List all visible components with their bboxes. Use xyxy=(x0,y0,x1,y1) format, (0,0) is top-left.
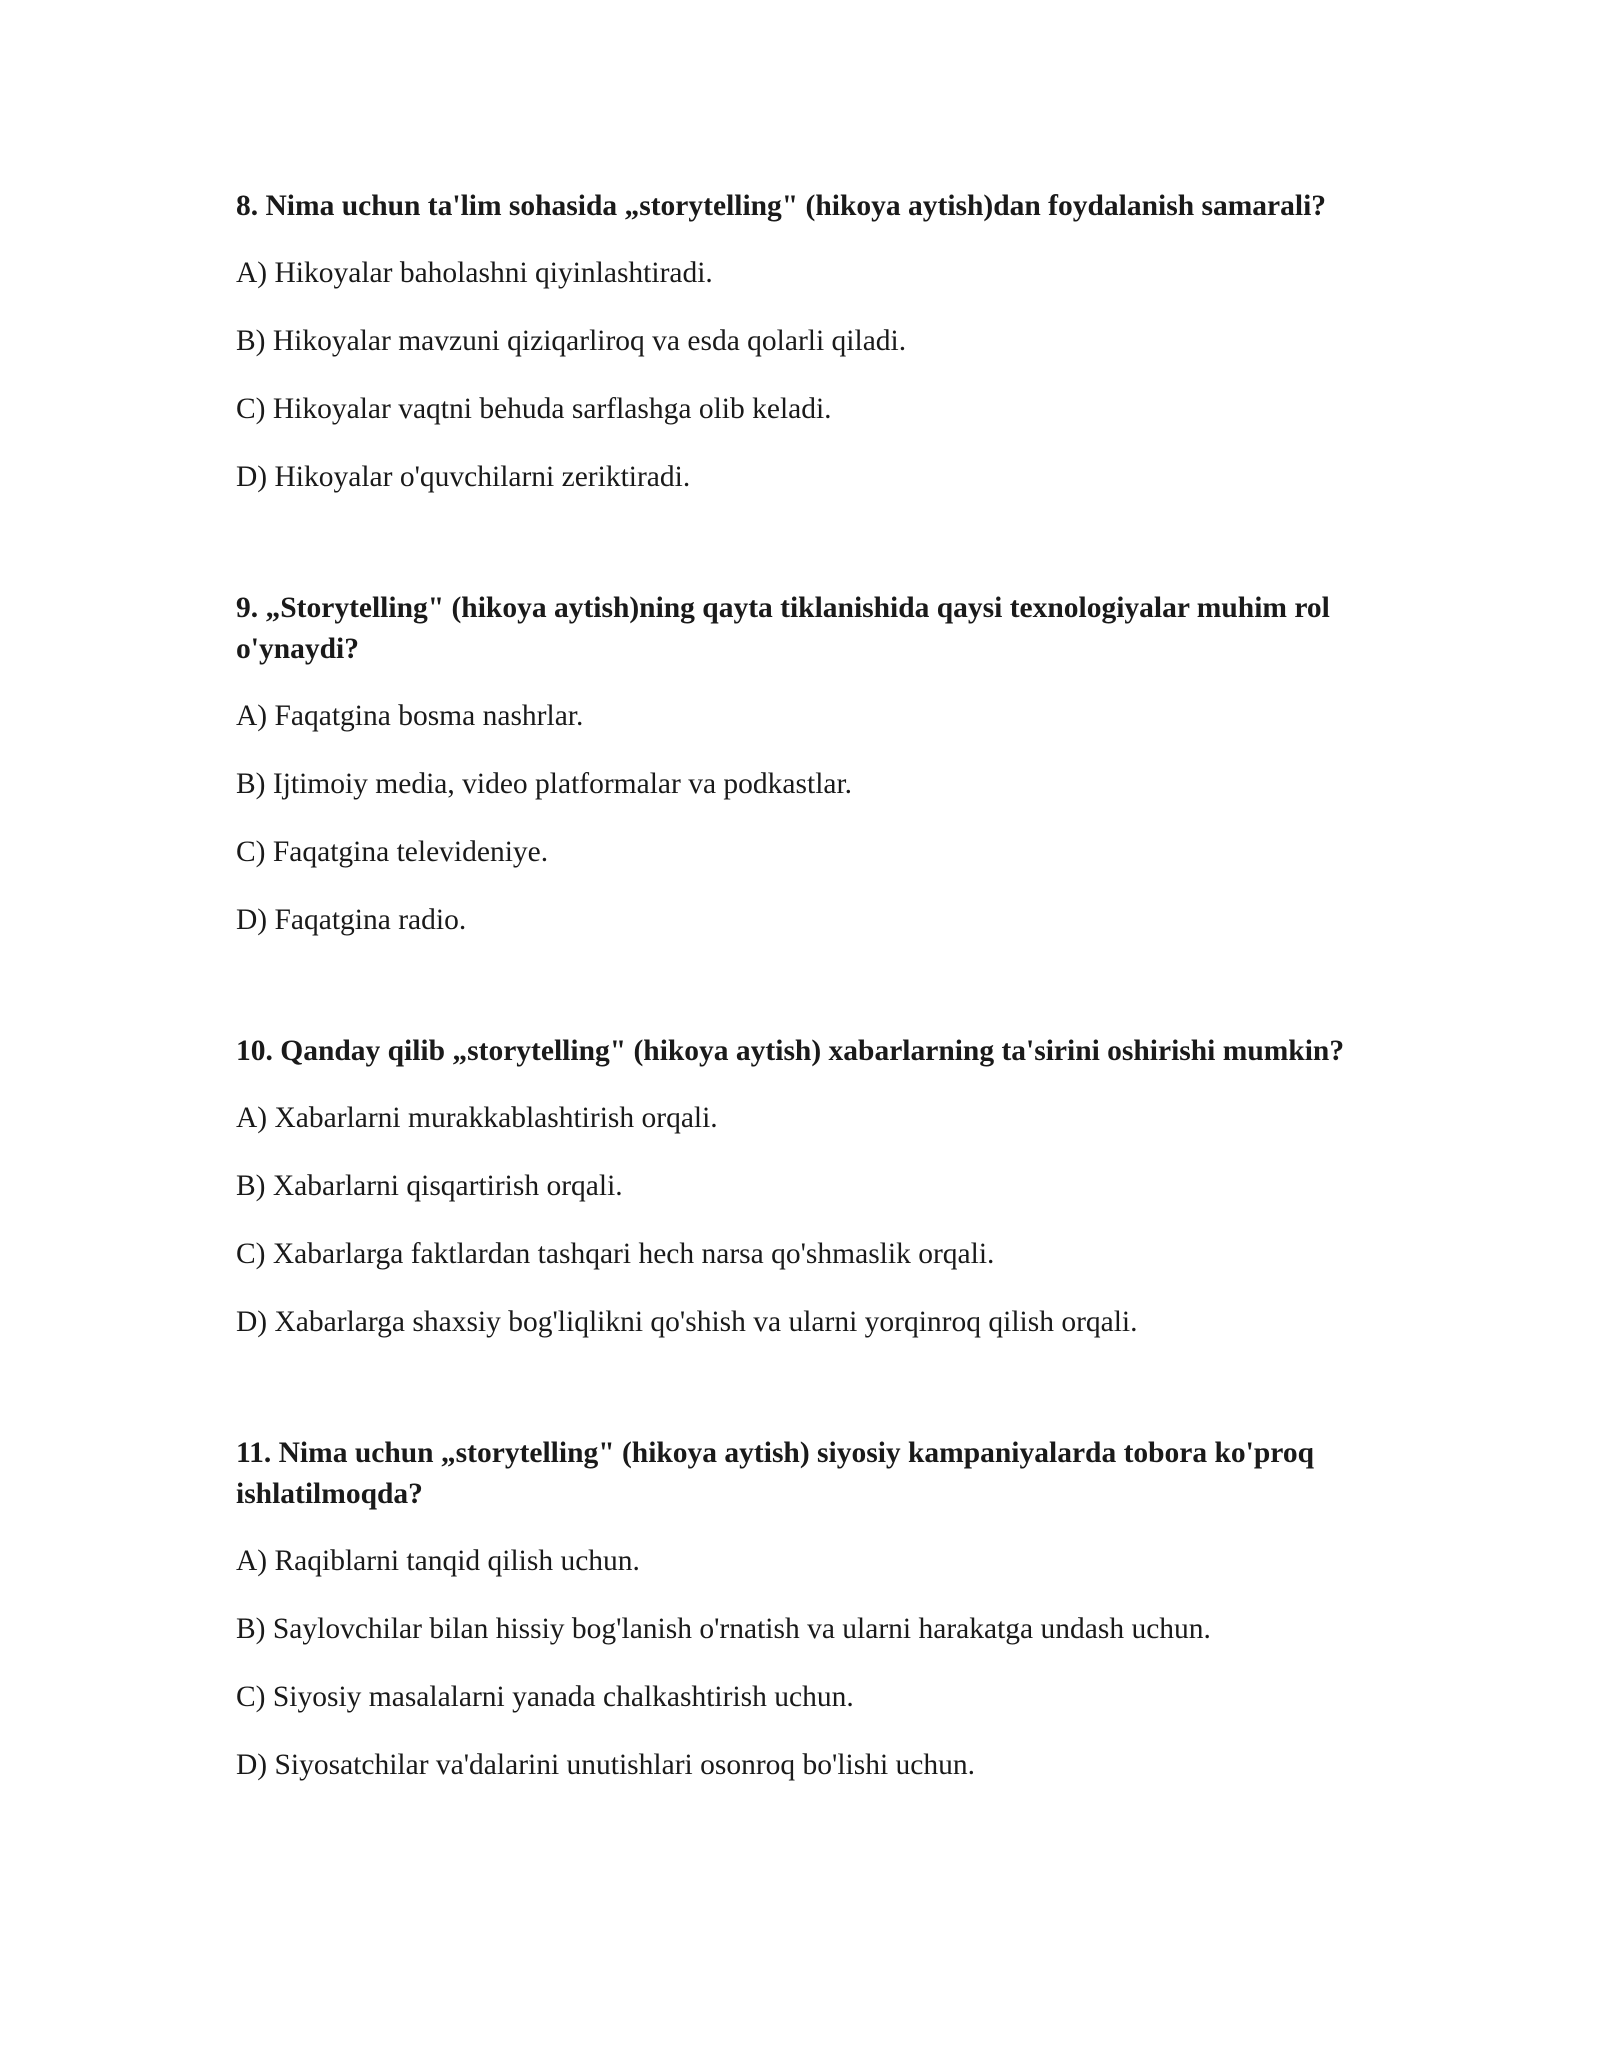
answer-option-b: B) Saylovchilar bilan hissiy bog'lanish o'rnatish va ularni harakatga undash uchun. xyxy=(236,1613,1211,1645)
answer-option-a: A) Xabarlarni murakkablashtirish orqali. xyxy=(236,1102,718,1134)
answer-option-a: A) Hikoyalar baholashni qiyinlashtiradi. xyxy=(236,257,713,289)
question-10 xyxy=(236,1031,1416,1343)
question-11 xyxy=(236,1433,1416,1786)
answer-option-c: C) Siyosiy masalalarni yanada chalkashtirish uchun. xyxy=(236,1681,854,1713)
answer-option-c: C) Faqatgina televideniye. xyxy=(236,836,549,868)
answer-option-c: C) Xabarlarga faktlardan tashqari hech narsa qo'shmaslik orqali. xyxy=(236,1238,995,1270)
answer-option-b: B) Ijtimoiy media, video platformalar va podkastlar. xyxy=(236,768,853,800)
answer-option-b: B) Hikoyalar mavzuni qiziqarliroq va esda qolarli qiladi. xyxy=(236,325,907,357)
question-8 xyxy=(236,186,1416,498)
answer-option-b: B) Xabarlarni qisqartirish orqali. xyxy=(236,1170,623,1202)
question-9 xyxy=(236,588,1416,941)
question-text: 10. Qanday qilib „storytelling" (hikoya aytish) xabarlarning ta'sirini oshirishi mumkin? xyxy=(236,1035,1345,1067)
question-text: 8. Nima uchun ta'lim sohasida „storytelling" (hikoya aytish)dan foydalanish samarali? xyxy=(236,190,1327,222)
answer-option-c: C) Hikoyalar vaqtni behuda sarflashga olib keladi. xyxy=(236,393,832,425)
answer-option-d: D) Xabarlarga shaxsiy bog'liqlikni qo'shish va ularni yorqinroq qilish orqali. xyxy=(236,1306,1138,1338)
document-page xyxy=(236,186,1416,1786)
question-text: 11. Nima uchun „storytelling" (hikoya aytish) siyosiy kampaniyalarda tobora ko'proq ishlatilmoqda? xyxy=(236,1437,1315,1510)
answer-option-d: D) Faqatgina radio. xyxy=(236,904,467,936)
answer-option-a: A) Raqiblarni tanqid qilish uchun. xyxy=(236,1545,640,1577)
answer-option-a: A) Faqatgina bosma nashrlar. xyxy=(236,700,584,732)
answer-option-d: D) Siyosatchilar va'dalarini unutishlari osonroq bo'lishi uchun. xyxy=(236,1749,975,1781)
question-text: 9. „Storytelling" (hikoya aytish)ning qayta tiklanishida qaysi texnologiyalar muhim rol o'ynaydi? xyxy=(236,592,1330,665)
answer-option-d: D) Hikoyalar o'quvchilarni zeriktiradi. xyxy=(236,461,691,493)
